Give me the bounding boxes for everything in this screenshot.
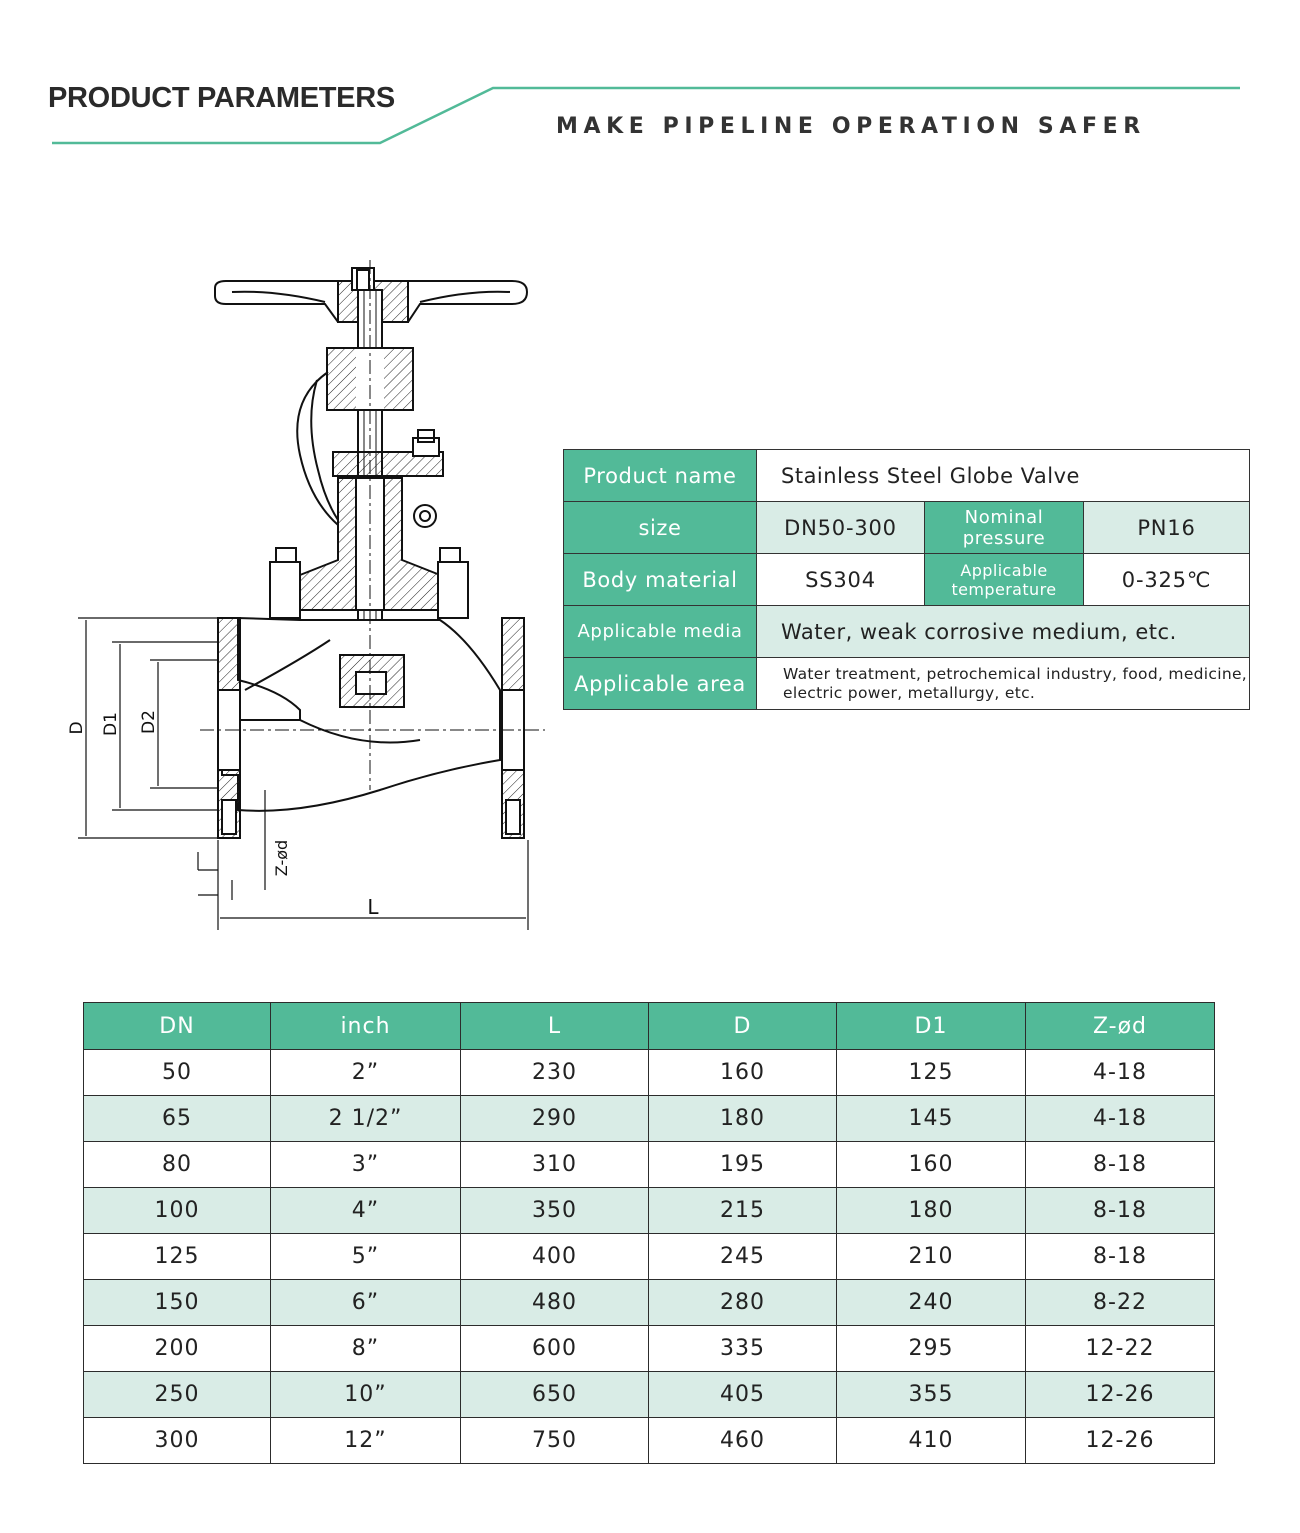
table-cell: 350 (461, 1188, 649, 1234)
table-row (84, 1096, 1215, 1142)
table-cell: 600 (461, 1326, 649, 1372)
spec-value-nominal-pressure: PN16 (1084, 502, 1250, 554)
spec-label-size: size (564, 502, 757, 554)
table-cell: 50 (84, 1050, 271, 1096)
table-cell: 300 (84, 1418, 271, 1464)
table-cell: 145 (837, 1096, 1026, 1142)
spec-value-applicable-media: Water, weak corrosive medium, etc. (757, 606, 1250, 658)
spec-label-applicable-area: Applicable area (564, 658, 757, 710)
table-cell: 250 (84, 1372, 271, 1418)
table-cell: 460 (649, 1418, 837, 1464)
table-cell: 180 (837, 1188, 1026, 1234)
table-cell: 4” (271, 1188, 461, 1234)
table-cell: 12-22 (1026, 1326, 1215, 1372)
valve-drawing (0, 0, 560, 960)
table-cell: 480 (461, 1280, 649, 1326)
table-row (84, 1418, 1215, 1464)
page-title: PRODUCT PARAMETERS (48, 82, 395, 114)
table-cell: 210 (837, 1234, 1026, 1280)
spec-label-nominal-pressure: Nominal pressure (925, 502, 1084, 554)
table-cell: 290 (461, 1096, 649, 1142)
table-cell: 650 (461, 1372, 649, 1418)
column-header-dn: DN (84, 1003, 271, 1050)
table-cell: 10” (271, 1372, 461, 1418)
table-cell: 195 (649, 1142, 837, 1188)
table-header-row (84, 1003, 1215, 1050)
table-cell: 200 (84, 1326, 271, 1372)
spec-label-applicable-media: Applicable media (564, 606, 757, 658)
table-cell: 8-18 (1026, 1142, 1215, 1188)
table-row (84, 1326, 1215, 1372)
table-cell: 5” (271, 1234, 461, 1280)
spec-value-applicable-area: Water treatment, petrochemical industry, food, medicine, electric power, metallurgy, etc. (757, 658, 1250, 710)
table-cell: 65 (84, 1096, 271, 1142)
table-cell: 295 (837, 1326, 1026, 1372)
spec-row-size (564, 502, 1250, 554)
dim-label-l: L (367, 895, 379, 919)
table-cell: 240 (837, 1280, 1026, 1326)
table-cell: 100 (84, 1188, 271, 1234)
table-cell: 400 (461, 1234, 649, 1280)
table-cell: 8-18 (1026, 1188, 1215, 1234)
table-cell: 355 (837, 1372, 1026, 1418)
dim-label-d: D (67, 721, 87, 735)
valve-body (222, 618, 500, 811)
spec-label-body-material: Body material (564, 554, 757, 606)
spec-label-applicable-temperature: Applicable temperature (925, 554, 1084, 606)
spec-value-product-name: Stainless Steel Globe Valve (757, 450, 1250, 502)
table-cell: 310 (461, 1142, 649, 1188)
table-cell: 8-22 (1026, 1280, 1215, 1326)
table-row (84, 1188, 1215, 1234)
table-cell: 160 (837, 1142, 1026, 1188)
spec-row-product-name (564, 450, 1250, 502)
spec-label-product-name: Product name (564, 450, 757, 502)
table-cell: 335 (649, 1326, 837, 1372)
table-cell: 12-26 (1026, 1418, 1215, 1464)
spec-row-applicable-area (564, 658, 1250, 710)
column-header-l: L (461, 1003, 649, 1050)
page-subtitle: MAKE PIPELINE OPERATION SAFER (556, 114, 1146, 139)
column-header-d1: D1 (837, 1003, 1026, 1050)
column-header-d: D (649, 1003, 837, 1050)
table-cell: 8-18 (1026, 1234, 1215, 1280)
table-cell: 150 (84, 1280, 271, 1326)
column-header-z-od: Z-ød (1026, 1003, 1215, 1050)
table-cell: 405 (649, 1372, 837, 1418)
dim-label-d1: D1 (101, 712, 121, 736)
table-cell: 215 (649, 1188, 837, 1234)
table-cell: 12” (271, 1418, 461, 1464)
table-row (84, 1050, 1215, 1096)
table-cell: 125 (84, 1234, 271, 1280)
column-header-inch: inch (271, 1003, 461, 1050)
spec-table (563, 449, 1250, 710)
table-cell: 8” (271, 1326, 461, 1372)
dim-label-z-od: Z-ød (272, 839, 291, 877)
table-cell: 3” (271, 1142, 461, 1188)
table-row (84, 1234, 1215, 1280)
table-cell: 4-18 (1026, 1096, 1215, 1142)
table-cell: 125 (837, 1050, 1026, 1096)
spec-value-body-material: SS304 (757, 554, 925, 606)
table-cell: 80 (84, 1142, 271, 1188)
spec-row-applicable-media (564, 606, 1250, 658)
dim-label-d2: D2 (139, 710, 159, 734)
table-cell: 280 (649, 1280, 837, 1326)
spec-row-body-material (564, 554, 1250, 606)
spec-value-size: DN50-300 (757, 502, 925, 554)
table-cell: 4-18 (1026, 1050, 1215, 1096)
table-cell: 160 (649, 1050, 837, 1096)
table-cell: 2 1/2” (271, 1096, 461, 1142)
table-cell: 230 (461, 1050, 649, 1096)
table-cell: 180 (649, 1096, 837, 1142)
dimensions-table (83, 1002, 1215, 1464)
table-row (84, 1142, 1215, 1188)
table-cell: 6” (271, 1280, 461, 1326)
table-cell: 12-26 (1026, 1372, 1215, 1418)
table-cell: 245 (649, 1234, 837, 1280)
table-row (84, 1280, 1215, 1326)
table-row (84, 1372, 1215, 1418)
table-cell: 2” (271, 1050, 461, 1096)
table-cell: 410 (837, 1418, 1026, 1464)
spec-value-applicable-temperature: 0-325℃ (1084, 554, 1250, 606)
table-cell: 750 (461, 1418, 649, 1464)
